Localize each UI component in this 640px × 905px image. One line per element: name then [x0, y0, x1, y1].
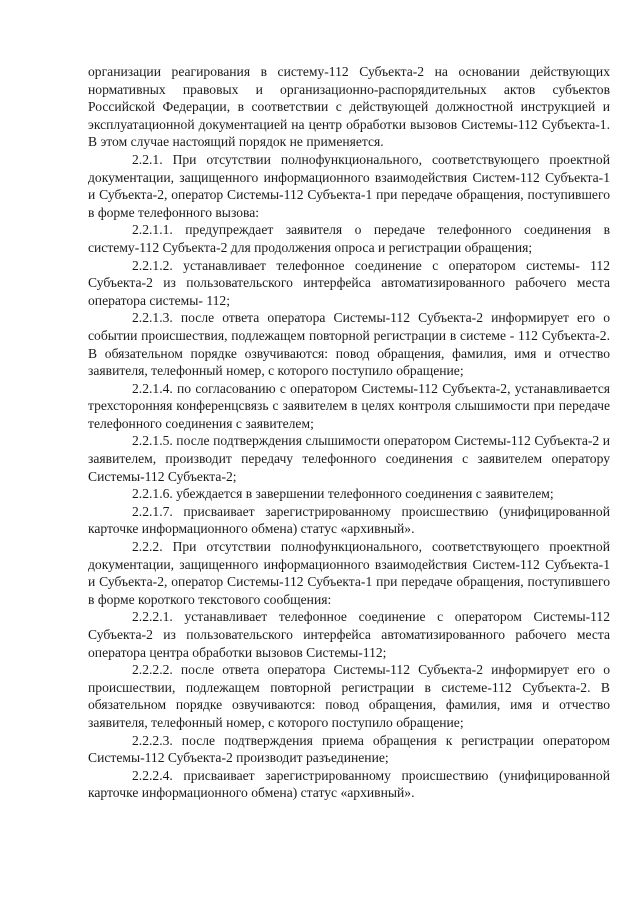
paragraph-continuation: организации реагирования в систему-112 Субъекта-2 на основании действующих нормативных правовых и организационно-распорядительных актов субъектов Российской Федерации, в соответствии с действующей должностной инструкцией и эксплуатационной документацией на центр обработки вызовов Системы-112 Субъекта-1. В этом случае настоящий порядок не применяется.: [88, 64, 610, 150]
paragraph-2-2-1-5: 2.2.1.5. после подтверждения слышимости оператором Системы-112 Субъекта-2 и заявителем, производит передачу телефонного соединения с заявителем оператору Системы-112 Субъекта-2;: [88, 433, 610, 484]
paragraph-2-2-2-2: 2.2.2.2. после ответа оператора Системы-112 Субъекта-2 информирует его о происшествии, подлежащем повторной регистрации в системе-112 Субъекта-2. В обязательном порядке озвучиваются: повод обращения, фамилия, имя и отчество заявителя, телефонный номер, с которого поступило обращение;: [88, 662, 610, 730]
paragraph-2-2-1-3: 2.2.1.3. после ответа оператора Системы-112 Субъекта-2 информирует его о событии происшествия, подлежащем повторной регистрации в системе - 112 Субъекта-2. В обязательном порядке озвучиваются: повод обращения, фамилия, имя и отчество заявителя, телефонный номер, с которого поступило обращение;: [88, 310, 610, 379]
paragraph-2-2-1-2: 2.2.1.2. устанавливает телефонное соединение с оператором системы- 112 Субъекта-2 из пользовательского интерфейса автоматизированного рабочего места оператора системы- 112;: [88, 257, 610, 308]
paragraph-2-2-2-1: 2.2.2.1. устанавливает телефонное соединение с оператором Системы-112 Субъекта-2 из пользовательского интерфейса автоматизированного рабочего места оператора центра обработки вызовов Системы-112;: [88, 609, 610, 660]
paragraph-2-2-1-7: 2.2.1.7. присваивает зарегистрированному происшествию (унифицированной карточке информационного обмена) статус «архивный».: [88, 503, 610, 537]
paragraph-2-2-1-1: 2.2.1.1. предупреждает заявителя о передаче телефонного соединения в систему-112 Субъекта-2 для продолжения опроса и регистрации обращения;: [88, 222, 610, 255]
paragraph-2-2-2: 2.2.2. При отсутствии полнофункционального, соответствующего проектной документации, защищенного информационного взаимодействия Систем-112 Субъекта-1 и Субъекта-2, оператор Системы-112 Субъекта-1 при передаче обращения, поступившего в форме короткого текстового сообщения:: [88, 539, 610, 607]
paragraph-2-2-1: 2.2.1. При отсутствии полнофункционального, соответствующего проектной документации, защищенного информационного взаимодействия Систем-112 Субъекта-1 и Субъекта-2, оператор Системы-112 Субъекта-1 при передаче обращения, поступившего в форме телефонного вызова:: [88, 151, 610, 220]
paragraph-2-2-2-3: 2.2.2.3. после подтверждения приема обращения к регистрации оператором Системы-112 Субъекта-2 производит разъединение;: [88, 732, 610, 766]
paragraph-2-2-2-4: 2.2.2.4. присваивает зарегистрированному происшествию (унифицированной карточке информационного обмена) статус «архивный».: [88, 767, 610, 801]
paragraph-2-2-1-6: 2.2.1.6. убеждается в завершении телефонного соединения с заявителем;: [132, 486, 554, 502]
paragraph-2-2-1-4: 2.2.1.4. по согласованию с оператором Системы-112 Субъекта-2, устанавливается трехсторонняя конференцсвязь с заявителем в целях контроля слышимости при передаче телефонного соединения с заявителем;: [88, 380, 610, 431]
